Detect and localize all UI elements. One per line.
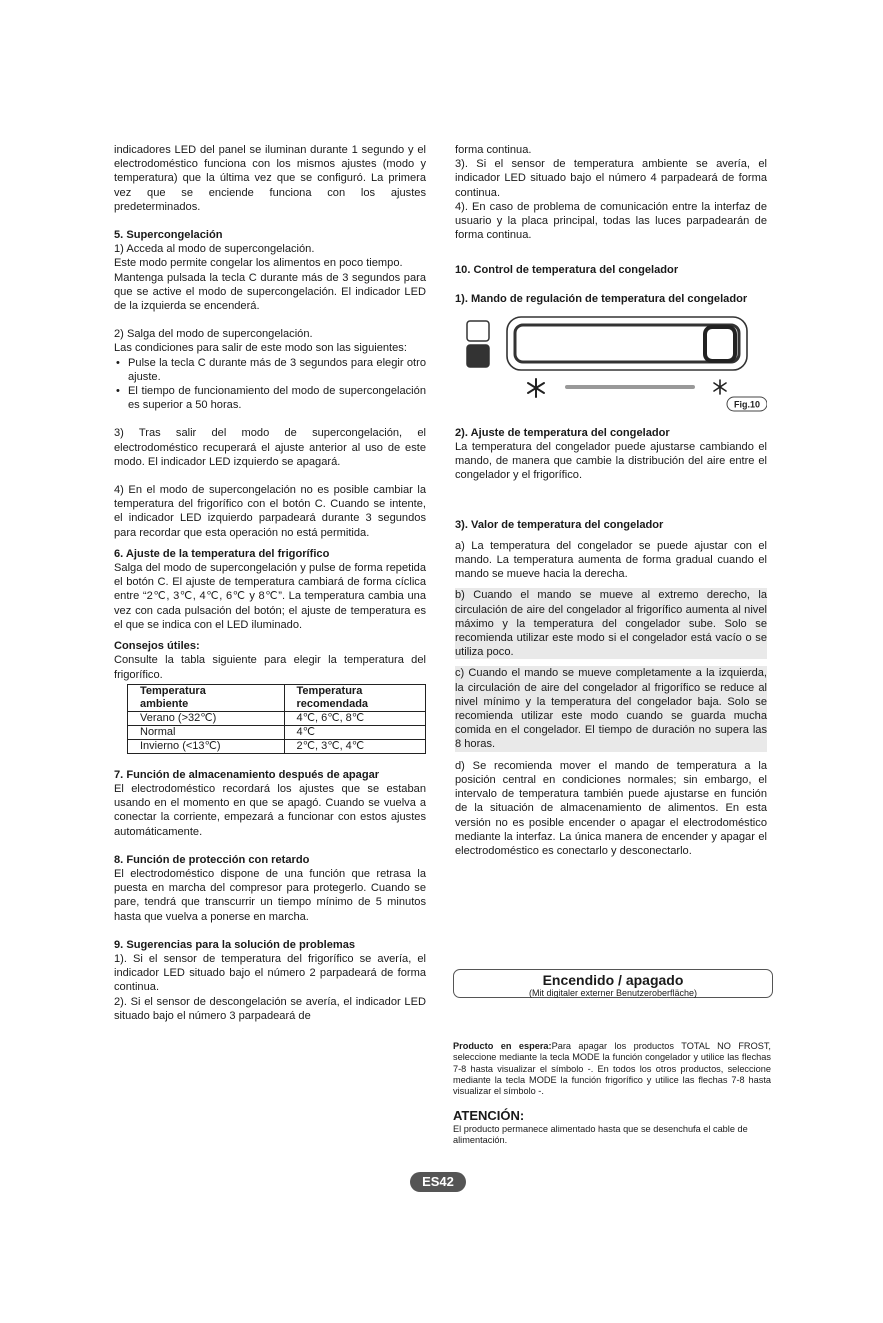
table-cell: Verano (>32℃) [128,711,285,725]
section-7-title: 7. Función de almacenamiento después de apagar [114,768,380,781]
control-panel-illustration [455,314,767,419]
paragraph: El electrodoméstico recordará los ajustes que se estaban usando en el momento en que se apagó. Cuando se vuelva a conectar la corriente, empezará a funcionar con estos ajustes automáticamente. [114,782,426,838]
paragraph: Las condiciones para salir de este modo son las siguientes: [114,342,407,355]
section-10-title: 10. Control de temperatura del congelador [455,264,679,277]
temperature-control-figure [455,314,767,419]
paragraph: 1) Acceda al modo de supercongelación. [114,243,315,256]
section-5-title: 5. Supercongelación [114,229,223,242]
control-knob [705,327,735,361]
right-column [455,143,767,858]
paragraph: La temperatura del congelador puede ajustarse cambiando el mando, de manera que cambie la distribución del aire entre el congelador y el frigorífico. [455,441,767,482]
attention-note [453,1108,771,1147]
subsection-title: 1). Mando de regulación de temperatura del congelador [455,292,748,305]
on-off-subtitle: (Mit digitaler externer Benutzeroberfläche) [528,988,698,998]
on-off-title: Encendido / apagado [542,972,684,988]
list-item: • El tiempo de funcionamiento del modo de supercongelación es superior a 50 horas. [128,384,426,412]
paragraph: b) Cuando el mando se mueve al extremo derecho, la circulación de aire del congelador al frigorífico aumenta al nivel máximo y la temperatura del congelador sube. Solo se recomienda utilizar este modo si el congelador está vacío o se utiliza poco. [455,589,767,659]
paragraph: Salga del modo de supercongelación y pulse de forma repetida el botón C. El ajuste de temperatura cambiará de forma cíclica entre “2℃, 3℃, 4℃, 6℃ y 8℃”. La temperatura cambia una vez con cada pulsación del botón; el ajuste de temperatura es el que se indica con el LED iluminado. [114,562,426,631]
table-row [128,725,426,739]
page-number: ES42 [410,1172,466,1192]
paragraph: forma continua. [455,144,532,156]
standby-label: Producto en espera: [453,1041,552,1051]
temperature-table [127,684,426,754]
header-line: Temperatura [296,684,363,697]
left-column [114,143,426,1023]
table-header [128,684,285,711]
table-header-row [128,684,426,711]
tips-title: Consejos útiles: [114,640,200,653]
paragraph: 1). Si el sensor de temperatura del frigorífico se avería, el indicador LED situado bajo el número 2 parpadeará de forma continua. [114,952,426,994]
indicator-filled [467,345,489,367]
section-6-title: 6. Ajuste de la temperatura del frigorífico [114,547,330,560]
section-8-title: 8. Función de protección con retardo [114,853,310,866]
paragraph: 4). En caso de problema de comunicación entre la interfaz de usuario y la placa principal, todas las luces parpadearán de forma continua. [455,200,767,242]
table-cell: 4℃, 6℃, 8℃ [284,711,425,725]
paragraph: 4) En el modo de supercongelación no es posible cambiar la temperatura del frigorífico con el botón C. Cuando se intente, el indicador LED izquierdo parpadeará durante 3 segundos para recordar que esta operación no está permitida. [114,484,426,539]
paragraph: c) Cuando el mando se mueve completamente a la izquierda, la circulación de aire del congelador al frigorífico se reduce al nivel mínimo y la temperatura del congelador baja. Solo se recomienda utilizar este modo cuando se guarda mucha comida en el congelador. El tiempo de duración no supera las 8 horas. [455,667,767,751]
table-cell: 2℃, 3℃, 4℃ [284,739,425,753]
standby-text: Para apagar los productos TOTAL NO FROST, seleccione mediante la tecla MODE la función congelador y utilice las flechas 7-8 hasta visualizar el símbolo -. En todos los otros productos, seleccione mediante la tecla MODE la función frigorífico y utilice las flechas 7-8 hasta visualizar el símbolo -. [453,1041,771,1097]
header-line: Temperatura [140,684,206,697]
table-cell: Normal [128,725,285,739]
list-item: • Pulse la tecla C durante más de 3 segundos para elegir otro ajuste. [128,356,426,384]
standby-note [453,1041,771,1097]
header-line: ambiente [140,697,189,710]
paragraph: Consulte la tabla siguiente para elegir la temperatura del frigorífico. [114,654,426,681]
temperature-scale-bar [565,385,695,389]
snowflake-icon [528,379,544,397]
paragraph: Mantenga pulsada la tecla C durante más de 3 segundos para que se active el modo de supercongelación. El indicador LED de la izquierda se encenderá. [114,271,426,313]
snowflake-icon [714,380,726,394]
subsection-title: 2). Ajuste de temperatura del congelador [455,426,670,439]
intro-paragraph: indicadores LED del panel se iluminan durante 1 segundo y el electrodoméstico funciona con los mismos ajustes (modo y temperatura) que la última vez que se configuró. La primera vez que se enciende funciona con los ajustes predeterminados. [114,144,426,213]
indicator-empty [467,321,489,341]
table-cell: 4℃ [284,725,425,739]
on-off-box [453,969,773,998]
subsection-title: 3). Valor de temperatura del congelador [455,518,664,531]
figure-label: Fig.10 [733,399,761,410]
paragraph: 3). Si el sensor de temperatura ambiente se avería, el indicador LED situado bajo el número 4 parpadeará de forma continua. [455,158,767,199]
table-row [128,711,426,725]
paragraph: a) La temperatura del congelador se puede ajustar con el mando. La temperatura aumenta de forma gradual cuando el mando se mueve hacia la derecha. [455,539,767,581]
table-header [284,684,425,711]
header-line: recomendada [296,697,369,710]
paragraph: El electrodoméstico dispone de una función que retrasa la puesta en marcha del compresor para protegerlo. Cuando se pare, tendrá que transcurrir un tiempo mínimo de 5 minutos hasta que vuelva a ponerse en marcha. [114,867,426,923]
paragraph: Este modo permite congelar los alimentos en poco tiempo. [114,257,403,270]
paragraph: 2). Si el sensor de descongelación se avería, el indicador LED situado bajo el número 3 parpadeará de [114,995,426,1022]
table-row [128,739,426,753]
paragraph: 3) Tras salir del modo de supercongelación, el electrodoméstico recuperará el ajuste anterior al uso de este modo. El indicador LED izquierdo se apagará. [114,427,426,468]
bullet-list [114,356,426,413]
paragraph: 2) Salga del modo de supercongelación. [114,328,313,341]
attention-title: ATENCIÓN: [453,1108,525,1123]
attention-text: El producto permanece alimentado hasta que se desenchufa el cable de alimentación. [453,1124,748,1146]
paragraph: d) Se recomienda mover el mando de temperatura a la posición central en condiciones normales; sin embargo, el intervalo de temperatura también puede ajustarse en función de la situación de almacenamiento de alimentos. En esta versión no es posible encender o apagar el electrodoméstico mediante la interfaz. La única manera de encender y apagar el electrodoméstico es conectarlo y desconectarlo. [455,759,767,857]
section-9-title: 9. Sugerencias para la solución de problemas [114,938,356,951]
table-cell: Invierno (<13℃) [128,739,285,753]
